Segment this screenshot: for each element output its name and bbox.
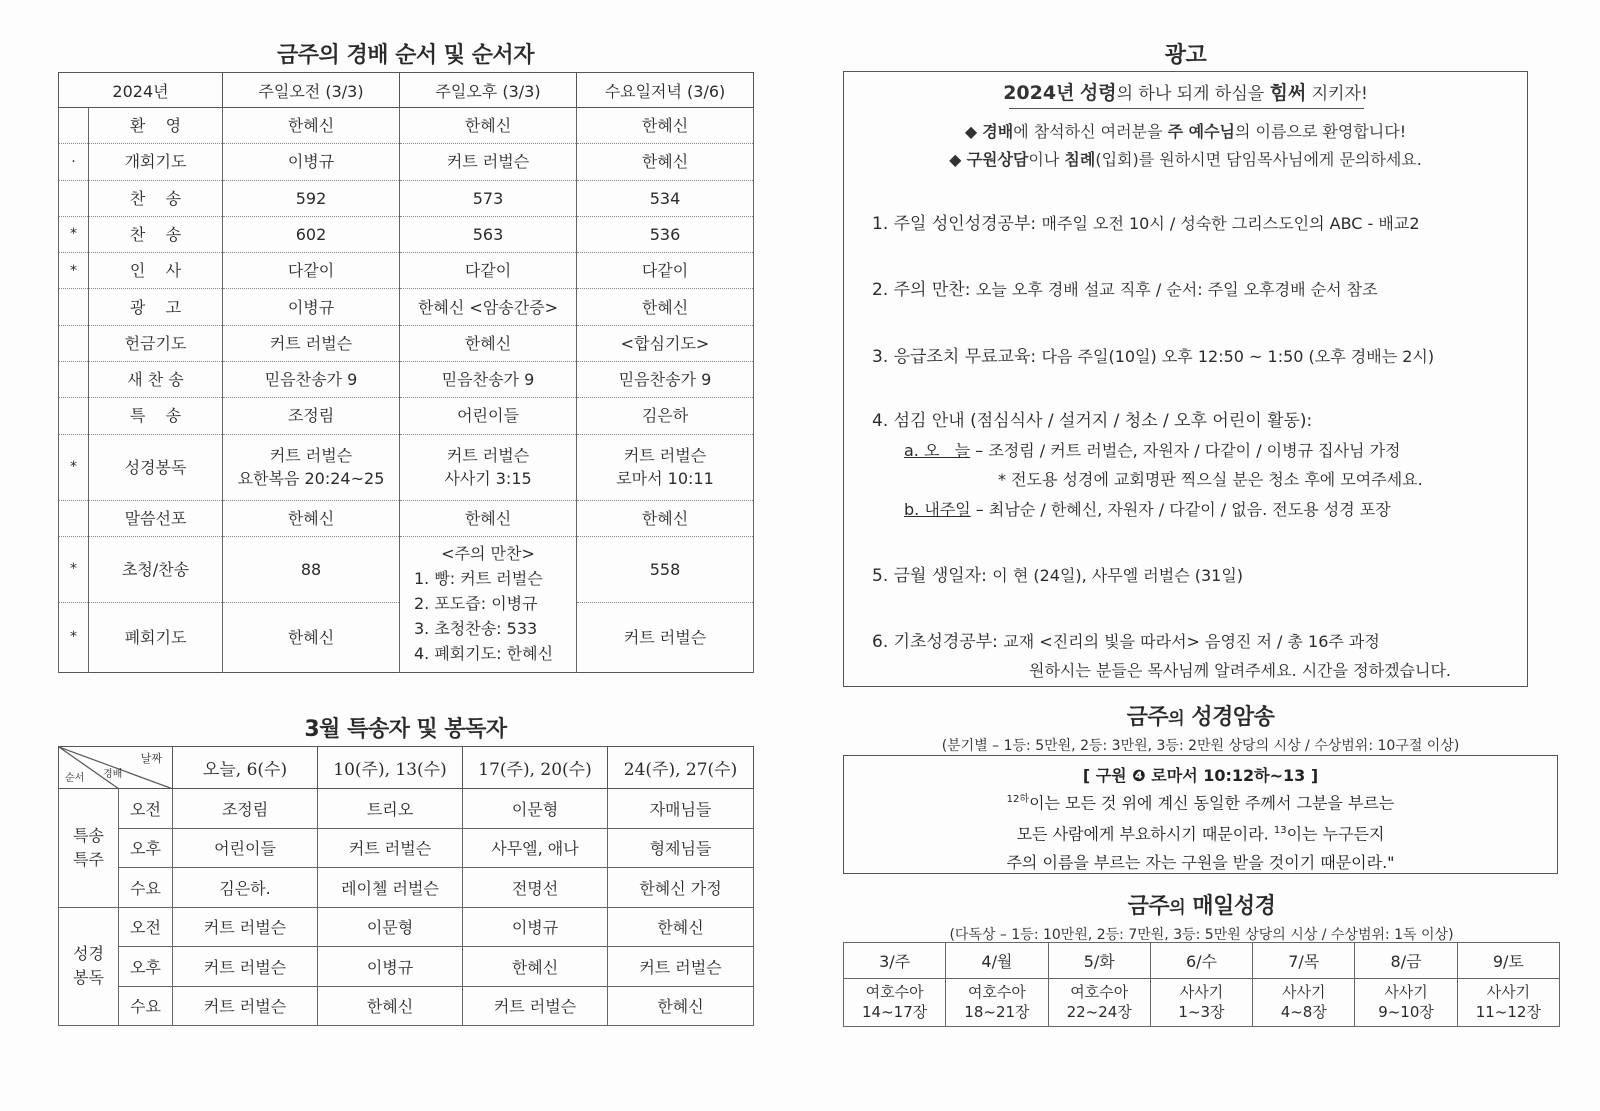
announcement-item-4	[872, 406, 1312, 431]
role-label: 새 찬 송	[89, 362, 223, 398]
schedule-cell: 김은하.	[173, 868, 318, 908]
table-row	[59, 180, 754, 216]
reader-name: 커트 러벌슨	[446, 445, 530, 465]
verse-reference: [ 구원 ❹ 로마서 10:12하~13 ]	[1082, 766, 1319, 785]
bullet-text: 이나	[1028, 150, 1060, 169]
reading-chapters: 4~8장	[1280, 1002, 1327, 1021]
bullet-emphasis: 침례	[1064, 150, 1096, 169]
table-row	[59, 536, 754, 602]
schedule-cell: 사무엘, 애나	[463, 828, 608, 868]
announcement-item-6	[872, 627, 1380, 652]
schedule-cell: 한혜신	[318, 986, 463, 1026]
cell-wed: 다같이	[577, 253, 754, 289]
reading-cell	[1457, 979, 1559, 1027]
schedule-cell: 한혜신 가정	[608, 868, 754, 908]
schedule-cell: 커트 러벌슨	[173, 986, 318, 1026]
serving-today-label: a. 오 늘	[904, 441, 971, 460]
cell-am: 조정림	[223, 398, 400, 434]
scripture-ref: 요한복음 20:24~25	[237, 469, 385, 489]
item-text: 이 현 (24일), 사무엘 러벌슨 (31일)	[992, 566, 1244, 585]
table-row	[59, 789, 754, 829]
schedule-cell: 이문형	[318, 907, 463, 947]
role-label: 말씀선포	[89, 500, 223, 536]
schedule-cell: 어린이들	[173, 828, 318, 868]
reading-book: 여호수아	[1070, 983, 1129, 1001]
motto-underline	[1009, 108, 1364, 109]
cell-am: 커트 러벌슨	[223, 325, 400, 361]
cell-am: 다같이	[223, 253, 400, 289]
role-label: 개회기도	[89, 144, 223, 180]
table-row	[59, 434, 754, 500]
cell-wed: 한혜신	[577, 144, 754, 180]
bullet-emphasis: 경배	[982, 122, 1014, 141]
cell-wed: 커트 러벌슨	[577, 602, 754, 672]
lords-supper-item: 4. 폐회기도: 한혜신	[414, 643, 554, 663]
serving-next-week	[904, 497, 1391, 520]
lords-supper-title: <주의 만찬>	[441, 544, 535, 564]
cell-pm	[400, 434, 577, 500]
wednesday-header: 수요일저녁 (3/6)	[577, 73, 754, 108]
role-label: 헌금기도	[89, 325, 223, 361]
stand-marker	[59, 108, 89, 144]
schedule-cell: 레이첼 러벌슨	[318, 868, 463, 908]
item-text: 매주일 오전 10시 / 성숙한 그리스도인의 ABC - 배교2	[1041, 214, 1420, 233]
table-row	[59, 108, 754, 144]
title-part: 매일성경	[1192, 894, 1276, 919]
cell-am: 한혜신	[223, 500, 400, 536]
day-header: 8/금	[1355, 943, 1457, 979]
title-part: 금주	[1127, 894, 1170, 919]
reading-cell	[1048, 979, 1150, 1027]
item-label: 4. 섬김 안내 (점심식사 / 설거지 / 청소 / 오후 어린이 활동):	[872, 411, 1313, 431]
stand-marker: *	[59, 602, 89, 672]
memory-verse-box	[843, 755, 1558, 874]
schedule-cell: 이병규	[463, 907, 608, 947]
group-label-line: 특송	[73, 825, 104, 845]
schedule-cell: 한혜신	[608, 907, 754, 947]
lords-supper-item: 2. 포도즙: 이병규	[414, 594, 538, 614]
table-row	[844, 979, 1560, 1027]
cell-pm: 커트 러벌슨	[400, 144, 577, 180]
service-label: 수요	[119, 868, 173, 908]
service-label: 수요	[119, 986, 173, 1026]
table-header-row	[59, 747, 754, 789]
welcome-bullet	[844, 119, 1527, 142]
item-text: 오늘 오후 경배 설교 직후 / 순서: 주일 오후경배 순서 참조	[975, 280, 1378, 299]
table-row	[59, 325, 754, 361]
table-row	[59, 947, 754, 987]
table-row	[59, 500, 754, 536]
daily-bible-title	[843, 896, 1560, 918]
scripture-ref: 사사기 3:15	[444, 469, 532, 489]
lords-supper-item: 3. 초청찬송: 533	[414, 618, 538, 638]
cell-am: 이병규	[223, 289, 400, 325]
march-schedule-table	[58, 746, 754, 1026]
table-row	[59, 986, 754, 1026]
motto-emphasis: 성령	[1079, 82, 1117, 104]
reader-name: 커트 러벌슨	[269, 445, 353, 465]
table-header-row	[59, 73, 754, 108]
date-header: 17(주), 20(수)	[463, 747, 608, 789]
stand-marker: *	[59, 434, 89, 500]
stand-marker	[59, 362, 89, 398]
table-row	[59, 362, 754, 398]
bullet-text: 의 이름으로 환영합니다!	[1234, 122, 1407, 141]
reading-chapters: 11~12장	[1475, 1002, 1541, 1021]
motto-text: 의 하나 되게 하심을	[1116, 84, 1265, 104]
stand-marker: *	[59, 216, 89, 252]
role-label: 특 송	[89, 398, 223, 434]
verse-line: 주의 이름을 부르는 자는 구원을 받을 것이기 때문이라."	[1006, 852, 1395, 872]
role-label: 환 영	[89, 108, 223, 144]
role-label: 광 고	[89, 289, 223, 325]
reading-book: 사사기	[1282, 983, 1326, 1001]
schedule-cell: 트리오	[318, 789, 463, 829]
schedule-cell: 커트 러벌슨	[463, 986, 608, 1026]
lords-supper-item: 1. 빵: 커트 러벌슨	[414, 569, 543, 589]
bullet-text: 에 참석하신 여러분을	[1013, 122, 1163, 141]
cell-pm: 한혜신	[400, 108, 577, 144]
sunday-am-header: 주일오전 (3/3)	[223, 73, 400, 108]
cell-wed: 536	[577, 216, 754, 252]
cell-wed: 한혜신	[577, 108, 754, 144]
cell-am: 592	[223, 180, 400, 216]
reading-cell	[1355, 979, 1457, 1027]
schedule-cell: 이문형	[463, 789, 608, 829]
reader-name: 커트 러벌슨	[623, 445, 707, 465]
stand-marker	[59, 180, 89, 216]
reading-chapters: 14~17장	[862, 1002, 928, 1021]
day-header: 3/주	[844, 943, 946, 979]
reading-cell	[1150, 979, 1252, 1027]
reading-cell	[844, 979, 946, 1027]
serving-next-text: – 최남순 / 한혜신, 자원자 / 다같이 / 없음. 전도용 성경 포장	[975, 500, 1391, 519]
schedule-cell: 형제님들	[608, 828, 754, 868]
cell-pm: 어린이들	[400, 398, 577, 434]
group-label-special-music	[59, 789, 119, 908]
announcement-item-3	[872, 342, 1434, 367]
bullet-emphasis: 주 예수님	[1167, 122, 1235, 141]
cell-am: 한혜신	[223, 108, 400, 144]
study-note: 원하시는 분들은 목사님께 알려주세요. 시간을 정하겠습니다.	[1029, 661, 1452, 680]
day-header: 9/토	[1457, 943, 1559, 979]
march-schedule-title: 3월 특송자 및 봉독자	[304, 717, 507, 742]
title-part: 의	[1168, 709, 1185, 729]
stand-marker	[59, 289, 89, 325]
schedule-cell: 커트 러벌슨	[318, 828, 463, 868]
group-label-line: 특주	[73, 849, 104, 869]
item-label: 2. 주의 만찬:	[872, 280, 971, 300]
item-text: 교재 <진리의 빛을 따라서> 음영진 저 / 총 16주 과정	[1003, 632, 1380, 651]
title-part: 의	[1169, 898, 1186, 918]
verse-line	[844, 786, 1557, 817]
schedule-cell: 커트 러벌슨	[173, 947, 318, 987]
memory-verse-prize-note: (분기별 – 1등: 5만원, 2등: 3만원, 3등: 2만원 상당의 시상 / 수상범위: 10구절 이상)	[941, 738, 1460, 754]
stand-marker	[59, 500, 89, 536]
day-header: 4/월	[946, 943, 1048, 979]
item-label: 5. 금월 생일자:	[872, 566, 987, 586]
table-row	[59, 907, 754, 947]
group-label-line: 성경	[73, 944, 104, 964]
cell-wed	[577, 434, 754, 500]
schedule-cell: 조정림	[173, 789, 318, 829]
worship-order-title: 금주의 경배 순서 및 순서자	[277, 43, 534, 68]
role-label: 인 사	[89, 253, 223, 289]
item-label: 3. 응급조치 무료교육:	[872, 347, 1037, 367]
title-part: 성경암송	[1191, 705, 1275, 730]
reading-book: 사사기	[1486, 983, 1531, 1001]
table-row	[59, 828, 754, 868]
serving-next-label: b. 내주일	[904, 500, 971, 519]
cell-wed: 한혜신	[577, 289, 754, 325]
table-row	[59, 868, 754, 908]
item-text: 다음 주일(10일) 오후 12:50 ~ 1:50 (오후 경배는 2시)	[1041, 347, 1435, 366]
schedule-cell: 한혜신	[608, 986, 754, 1026]
item-label: 6. 기초성경공부:	[872, 632, 998, 652]
worship-order-table	[58, 72, 754, 673]
day-header: 7/목	[1253, 943, 1355, 979]
bullet-emphasis: 구원상담	[966, 150, 1029, 169]
item-label: 1. 주일 성인성경공부:	[872, 214, 1037, 234]
reading-cell	[946, 979, 1048, 1027]
service-label: 오전	[119, 789, 173, 829]
table-row	[59, 253, 754, 289]
cell-am: 이병규	[223, 144, 400, 180]
verse-number: 13	[1273, 825, 1287, 837]
service-label: 오후	[119, 947, 173, 987]
daily-bible-prize-note: (다독상 – 1등: 10만원, 2등: 7만원, 3등: 5만원 상당의 시상 / 수상범위: 1독 이상)	[949, 927, 1454, 943]
cell-pm: 한혜신	[400, 325, 577, 361]
cell-am	[223, 434, 400, 500]
schedule-cell: 커트 러벌슨	[608, 947, 754, 987]
table-row	[59, 144, 754, 180]
cell-pm: 563	[400, 216, 577, 252]
corner-service-label: 경배	[103, 769, 123, 780]
announcements-box	[843, 71, 1528, 687]
verse-number: 12하	[1006, 794, 1030, 805]
verse-text: 이는 누구든지	[1286, 824, 1385, 844]
diamond-icon: ◆	[964, 122, 978, 141]
cell-wed: 558	[577, 536, 754, 602]
group-label-scripture-reading	[59, 907, 119, 1026]
cell-wed: <합심기도>	[577, 325, 754, 361]
cell-pm: 한혜신	[400, 500, 577, 536]
schedule-cell: 이병규	[318, 947, 463, 987]
cell-wed: 534	[577, 180, 754, 216]
serving-today-text: – 조정림 / 커트 러벌슨, 자원자 / 다같이 / 이병규 집사님 가정	[975, 441, 1401, 460]
cell-pm: 573	[400, 180, 577, 216]
announcement-item-2	[872, 275, 1378, 300]
bullet-text: (입회)를 원하시면 담임목사님에게 문의하세요.	[1095, 150, 1422, 169]
announcement-item-5	[872, 561, 1243, 586]
verse-text: 모든 사람에게 부요하시기 때문이라.	[1016, 824, 1274, 844]
table-row	[59, 398, 754, 434]
cell-pm: 한혜신 <암송간증>	[400, 289, 577, 325]
cell-wed: 김은하	[577, 398, 754, 434]
group-label-line: 봉독	[73, 968, 104, 988]
serving-today	[904, 438, 1401, 461]
sunday-pm-header: 주일오후 (3/3)	[400, 73, 577, 108]
schedule-cell: 커트 러벌슨	[173, 907, 318, 947]
stand-marker: *	[59, 253, 89, 289]
counsel-bullet	[844, 147, 1527, 170]
cell-am: 602	[223, 216, 400, 252]
service-label: 오전	[119, 907, 173, 947]
year-header: 2024년	[59, 73, 223, 108]
memory-verse-title	[843, 707, 1558, 729]
date-header: 24(주), 27(수)	[608, 747, 754, 789]
day-header: 5/화	[1048, 943, 1150, 979]
role-label: 초청/찬송	[89, 536, 223, 602]
diamond-icon: ◆	[949, 150, 962, 169]
reading-chapters: 9~10장	[1378, 1002, 1434, 1021]
motto-text: 지키자!	[1311, 84, 1368, 104]
service-label: 오후	[119, 828, 173, 868]
verse-text: 이는 모든 것 위에 계신 동일한 주께서 그분을 부르는	[1029, 793, 1395, 813]
role-label: 찬 송	[89, 216, 223, 252]
title-part: 금주	[1126, 705, 1169, 730]
announcements-title: 광고	[1164, 43, 1207, 68]
stand-marker: ·	[59, 144, 89, 180]
table-row	[59, 216, 754, 252]
cell-am: 88	[223, 536, 400, 602]
reading-cell	[1253, 979, 1355, 1027]
yearly-motto	[844, 78, 1527, 105]
corner-header	[59, 747, 173, 789]
stand-marker: *	[59, 536, 89, 602]
date-header: 오늘, 6(수)	[173, 747, 318, 789]
table-header-row	[844, 943, 1560, 979]
reading-book: 여호수아	[967, 983, 1026, 1001]
corner-date-label: 날짜	[140, 752, 162, 765]
role-label: 폐회기도	[89, 602, 223, 672]
lords-supper-cell	[400, 536, 577, 672]
reading-book: 사사기	[1384, 983, 1428, 1001]
cell-am: 믿음찬송가 9	[223, 362, 400, 398]
table-row	[59, 289, 754, 325]
role-label: 성경봉독	[89, 434, 223, 500]
reading-book: 사사기	[1179, 983, 1224, 1001]
reading-chapters: 18~21장	[964, 1002, 1030, 1021]
role-label: 찬 송	[89, 180, 223, 216]
stand-marker	[59, 398, 89, 434]
reading-chapters: 22~24장	[1066, 1002, 1132, 1021]
stand-marker	[59, 325, 89, 361]
verse-line	[844, 817, 1557, 848]
announcement-item-1	[872, 209, 1420, 234]
schedule-cell: 자매님들	[608, 789, 754, 829]
cell-wed: 한혜신	[577, 500, 754, 536]
schedule-cell: 한혜신	[463, 947, 608, 987]
cell-pm: 믿음찬송가 9	[400, 362, 577, 398]
scripture-ref: 로마서 10:11	[616, 469, 714, 489]
daily-bible-table	[843, 942, 1560, 1027]
schedule-cell: 전명선	[463, 868, 608, 908]
motto-year: 2024년	[1003, 82, 1075, 104]
reading-chapters: 1~3장	[1178, 1002, 1225, 1021]
motto-emphasis: 힘써	[1269, 82, 1307, 104]
cell-wed: 믿음찬송가 9	[577, 362, 754, 398]
day-header: 6/수	[1150, 943, 1252, 979]
cell-pm: 다같이	[400, 253, 577, 289]
cell-am: 한혜신	[223, 602, 400, 672]
corner-order-label: 순서	[65, 773, 85, 784]
date-header: 10(주), 13(수)	[318, 747, 463, 789]
reading-book: 여호수아	[865, 983, 924, 1001]
serving-note: * 전도용 성경에 교회명판 찍으실 분은 청소 후에 모여주세요.	[998, 470, 1423, 489]
